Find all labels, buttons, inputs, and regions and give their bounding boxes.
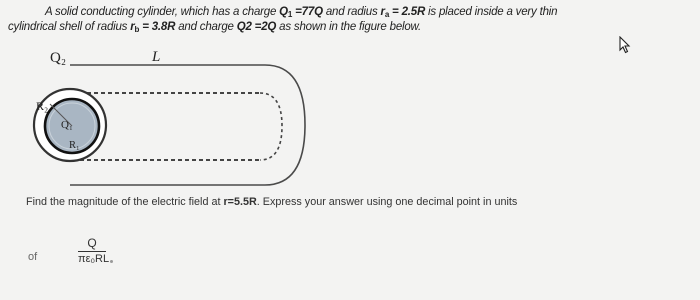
units-denominator: πε₀RL [78, 253, 110, 265]
text-segment: is placed inside a very thin [425, 6, 558, 18]
ra-symbol: r [380, 6, 385, 18]
question-text [26, 196, 517, 208]
text-segment: cylindrical shell of radius [8, 21, 131, 33]
text-segment: and charge [175, 21, 237, 33]
label-q1: Q₁ [61, 119, 73, 131]
r-value: r=5.5R [223, 196, 257, 208]
units-fraction [78, 236, 110, 265]
rb-symbol: r [130, 21, 135, 33]
label-length: L [152, 49, 161, 65]
inner-cylinder-end-cap [260, 93, 282, 160]
q1-value: =77Q [292, 6, 323, 18]
units-numerator: Q [87, 236, 97, 250]
label-r2: R₂ [36, 99, 49, 113]
text-segment: as shown in the figure below. [276, 21, 422, 33]
problem-line-2 [8, 21, 421, 34]
text-segment: and radius [322, 6, 381, 18]
label-q2: Q₂ [50, 50, 67, 66]
rb-subscript: b [134, 25, 140, 34]
problem-line-1 [45, 6, 557, 19]
text-segment: Find the magnitude of the electric field at [26, 196, 224, 208]
ra-value: = 2.5R [389, 6, 426, 18]
cylinder-figure [20, 60, 310, 190]
q1-subscript: 1 [287, 10, 293, 19]
text-segment: A solid conducting cylinder, which has a charge [45, 6, 280, 18]
units-prefix: of [28, 251, 38, 263]
q1-symbol: Q [279, 6, 288, 18]
fraction-bar [78, 251, 106, 252]
q2-value: Q2 =2Q [236, 21, 277, 33]
mouse-pointer-icon [618, 36, 632, 54]
rb-value: = 3.8R [139, 21, 176, 33]
text-segment: . Express your answer using one decimal point in units [256, 196, 518, 208]
trailing-dot [110, 260, 113, 263]
label-r1: R₁ [69, 140, 80, 151]
ra-subscript: a [384, 10, 390, 19]
